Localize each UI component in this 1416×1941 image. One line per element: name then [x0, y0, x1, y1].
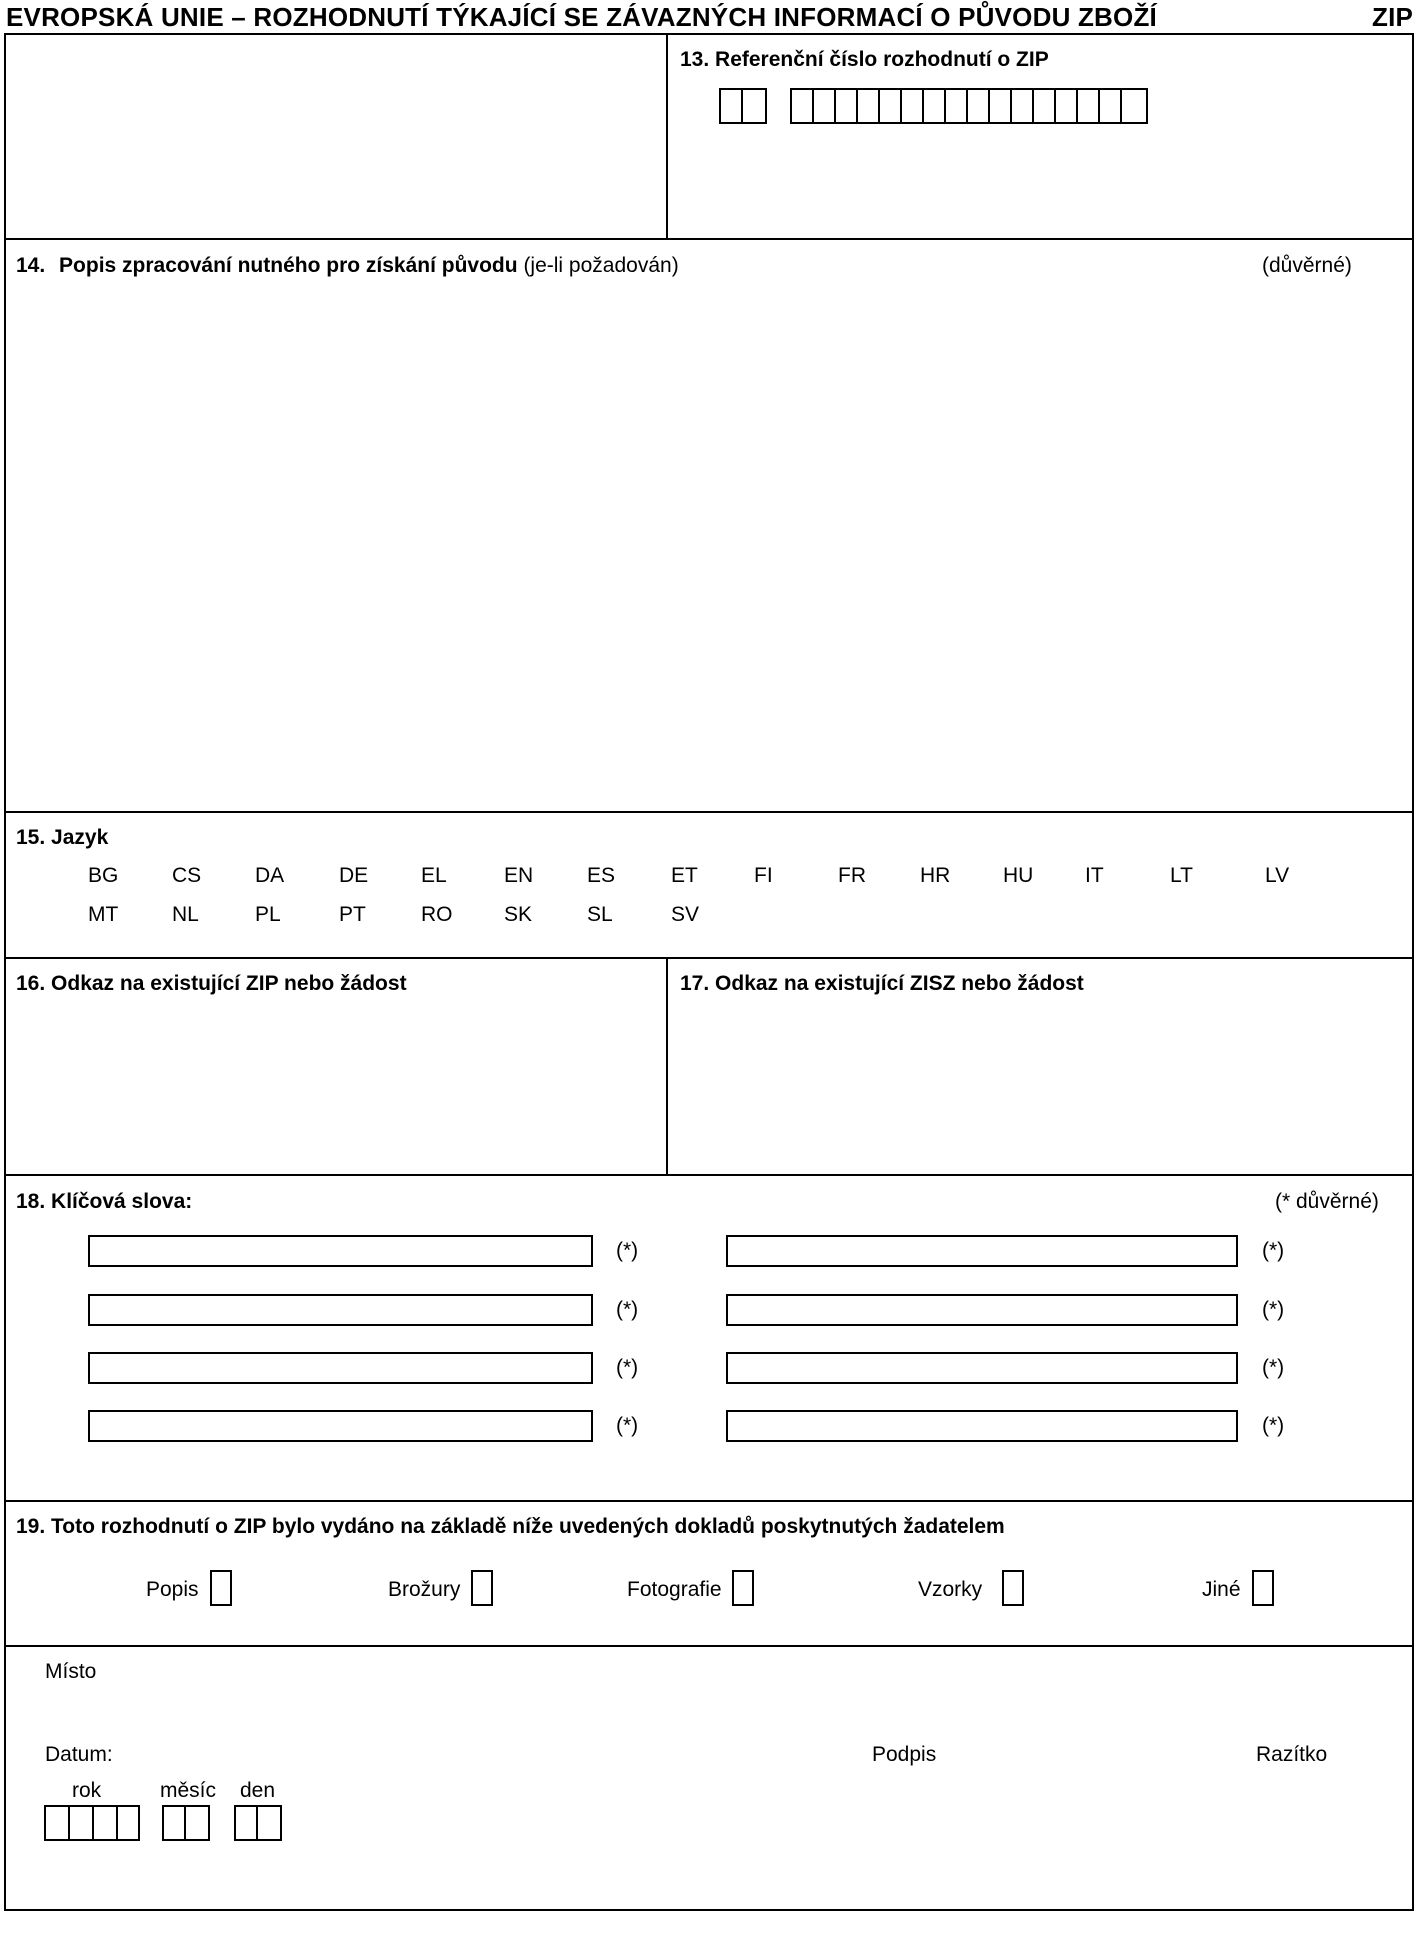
year-cells[interactable] [44, 1805, 140, 1841]
month-label: měsíc [160, 1779, 217, 1802]
frame-top [4, 33, 1414, 35]
language-code-pl[interactable]: PL [255, 903, 281, 926]
language-code-es[interactable]: ES [587, 864, 616, 887]
language-code-bg[interactable]: BG [88, 864, 119, 887]
box15-label: 15. Jazyk [16, 826, 109, 849]
language-code-pt[interactable]: PT [339, 903, 366, 926]
box17-label: 17. Odkaz na existující ZISZ nebo žádost [680, 972, 1084, 995]
language-code-cs[interactable]: CS [172, 864, 202, 887]
confidential-marker: (*) [616, 1298, 639, 1321]
form-title: EVROPSKÁ UNIE – ROZHODNUTÍ TÝKAJÍCÍ SE ZÁVAZNÝCH INFORMACÍ O PŮVODU ZBOŽÍ [6, 2, 1157, 32]
language-code-da[interactable]: DA [255, 864, 285, 887]
separator-16 [4, 957, 1414, 959]
language-code-it[interactable]: IT [1085, 864, 1104, 887]
confidential-marker: (*) [616, 1356, 639, 1379]
language-code-lv[interactable]: LV [1265, 864, 1290, 887]
language-code-sl[interactable]: SL [587, 903, 613, 926]
frame-right [1412, 33, 1414, 1911]
document-option-label: Vzorky [918, 1578, 983, 1601]
language-code-nl[interactable]: NL [172, 903, 199, 926]
language-code-et[interactable]: ET [671, 864, 698, 887]
divider-13 [666, 33, 668, 240]
document-option-label: Jiné [1202, 1578, 1241, 1601]
box16-label: 16. Odkaz na existující ZIP nebo žádost [16, 972, 407, 995]
date-label: Datum: [45, 1743, 113, 1766]
document-option-label: Fotografie [627, 1578, 722, 1601]
stamp-label: Razítko [1256, 1743, 1328, 1766]
keyword-field[interactable] [726, 1235, 1238, 1267]
frame-bottom [4, 1909, 1414, 1911]
box14-number: 14. [16, 254, 46, 277]
confidential-marker: (*) [1262, 1414, 1285, 1437]
language-code-lt[interactable]: LT [1170, 864, 1193, 887]
keyword-field[interactable] [88, 1410, 593, 1442]
language-code-el[interactable]: EL [421, 864, 447, 887]
document-option-checkbox[interactable] [1252, 1570, 1274, 1606]
keyword-field[interactable] [726, 1352, 1238, 1384]
box18-label: 18. Klíčová slova: [16, 1190, 193, 1213]
signature-label: Podpis [872, 1743, 937, 1766]
confidential-marker: (*) [1262, 1239, 1285, 1262]
keyword-field[interactable] [88, 1235, 593, 1267]
language-code-ro[interactable]: RO [421, 903, 453, 926]
document-option-checkbox[interactable] [1002, 1570, 1024, 1606]
box14-confidential-note: (důvěrné) [1262, 254, 1352, 277]
separator-14 [4, 238, 1414, 240]
box13-label: 13. Referenční číslo rozhodnutí o ZIP [680, 48, 1049, 71]
box14-label [16, 254, 679, 278]
language-code-fi[interactable]: FI [754, 864, 773, 887]
separator-19 [4, 1500, 1414, 1502]
document-option-label: Popis [146, 1578, 199, 1601]
confidential-marker: (*) [1262, 1298, 1285, 1321]
box18-confidential-note: (* důvěrné) [1275, 1190, 1379, 1213]
divider-16-17 [666, 957, 668, 1176]
separator-footer [4, 1645, 1414, 1647]
language-code-fr[interactable]: FR [838, 864, 866, 887]
box13-prefix-cells[interactable] [719, 88, 767, 124]
box13-number-cells[interactable] [790, 88, 1148, 124]
keyword-field[interactable] [726, 1410, 1238, 1442]
language-code-sk[interactable]: SK [504, 903, 533, 926]
document-option-label: Brožury [388, 1578, 461, 1601]
language-code-hr[interactable]: HR [920, 864, 951, 887]
month-cells[interactable] [162, 1805, 210, 1841]
separator-15 [4, 811, 1414, 813]
confidential-marker: (*) [616, 1239, 639, 1262]
language-code-de[interactable]: DE [339, 864, 369, 887]
keyword-field[interactable] [88, 1294, 593, 1326]
place-label: Místo [45, 1660, 97, 1683]
year-label: rok [72, 1779, 102, 1802]
language-code-mt[interactable]: MT [88, 903, 119, 926]
box14-label-rest: (je-li požadován) [523, 254, 679, 277]
day-cells[interactable] [234, 1805, 282, 1841]
document-option-checkbox[interactable] [471, 1570, 493, 1606]
box14-label-bold: Popis zpracování nutného pro získání původu [59, 254, 518, 277]
document-option-checkbox[interactable] [732, 1570, 754, 1606]
separator-18 [4, 1174, 1414, 1176]
keyword-field[interactable] [88, 1352, 593, 1384]
confidential-marker: (*) [616, 1414, 639, 1437]
document-option-checkbox[interactable] [210, 1570, 232, 1606]
keyword-field[interactable] [726, 1294, 1238, 1326]
box14-text-area[interactable] [8, 284, 1408, 804]
day-label: den [240, 1779, 276, 1802]
language-code-en[interactable]: EN [504, 864, 534, 887]
language-code-sv[interactable]: SV [671, 903, 700, 926]
form-code: ZIP [1372, 2, 1414, 32]
frame-left [4, 33, 6, 1911]
language-code-hu[interactable]: HU [1003, 864, 1034, 887]
confidential-marker: (*) [1262, 1356, 1285, 1379]
box19-label: 19. Toto rozhodnutí o ZIP bylo vydáno na základě níže uvedených dokladů poskytnutých žadatelem [16, 1515, 1005, 1538]
